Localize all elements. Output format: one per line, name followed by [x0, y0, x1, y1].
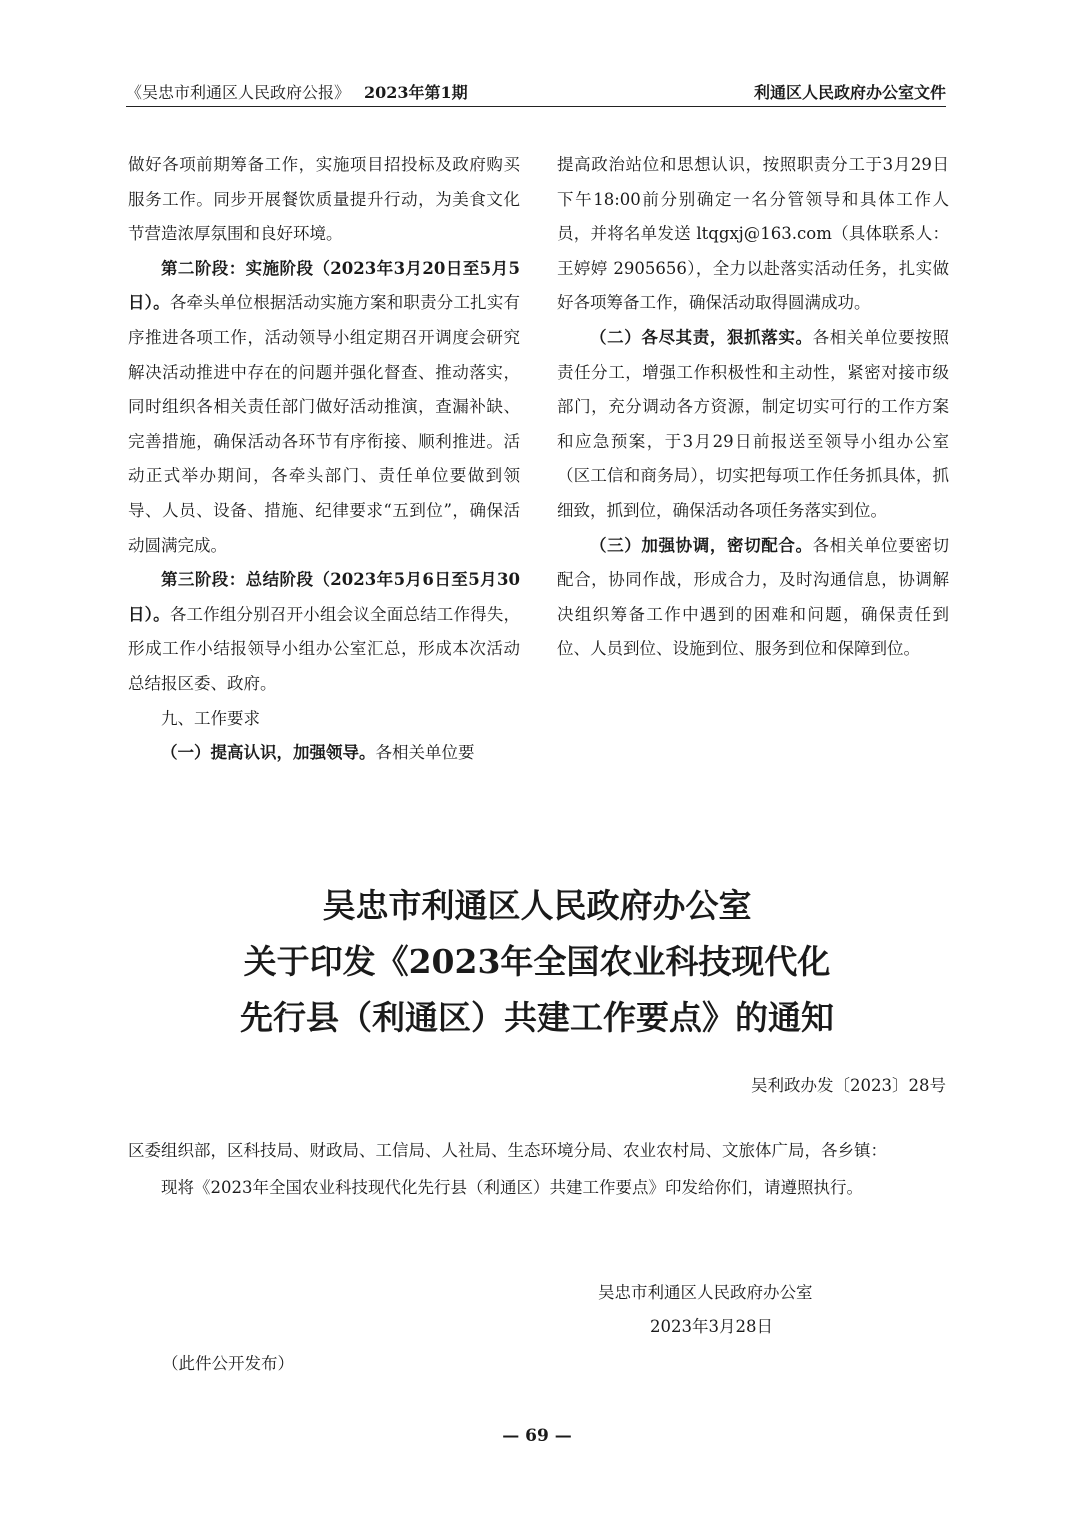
- requirement-two-heading: （二）各尽其责，狠抓落实。: [590, 327, 813, 347]
- header-journal: 《吴忠市利通区人民政府公报》 2023年第1期: [126, 83, 468, 102]
- stage-two-heading: 第二阶段：实施阶段（2023年3月20日至5月5日）。: [128, 258, 520, 313]
- recipients: 区委组织部，区科技局、财政局、工信局、人社局、生态环境分局、农业农村局、文旅体广局，各乡镇：: [128, 1141, 887, 1160]
- left-column: [128, 148, 520, 771]
- stage-three-heading: 第三阶段：总结阶段（2023年5月6日至5月30日）。: [128, 570, 520, 624]
- header-issue: 2023年第1期: [364, 83, 468, 102]
- right-column: [557, 148, 949, 667]
- paragraph: 提高政治站位和思想认识，按照职责分工于3月29日下午18:00前分别确定一名分管领导和具体工作人员，并将名单发送 ltqgxj@163.com（具体联系人：王婷婷 2905656），全力以赴落实活动任务，扎实做好各项筹备工作，确保活动取得圆满成功。: [557, 155, 949, 313]
- sign-date: 2023年3月28日: [650, 1317, 773, 1336]
- signer: 吴忠市利通区人民政府办公室: [598, 1283, 813, 1302]
- title-line: 先行县（利通区）共建工作要点》的通知: [240, 998, 834, 1037]
- paragraph: 第二阶段：实施阶段（2023年3月20日至5月5日）。各牵头单位根据活动实施方案和职责分工扎实有序推进各项工作，活动领导小组定期召开调度会研究解决活动推进中存在的问题并强化督查、推动落实，同时组织各相关责任部门做好活动推演，查漏补缺、完善措施，确保活动各环节有序衔接、顺利推进。活动正式举办期间，各牵头部门、责任单位要做到领导、人员、设备、措施、纪律要求“五到位”，确保活动圆满完成。: [128, 258, 521, 555]
- requirement-three-heading: （三）加强协调，密切配合。: [590, 535, 813, 555]
- notice-body: [128, 1134, 946, 1204]
- notice-text: 现将《2023年全国农业科技现代化先行县（利通区）共建工作要点》印发给你们，请遵照执行。: [161, 1178, 863, 1197]
- header-section: 利通区人民政府办公室文件: [753, 83, 946, 102]
- paragraph: （一）提高认识，加强领导。各相关单位要: [161, 743, 475, 763]
- publication-note: （此件公开发布）: [162, 1354, 294, 1373]
- paragraph: （二）各尽其责，狠抓落实。各相关单位要按照责任分工，增强工作积极性和主动性，紧密对接市级部门，充分调动各方资源，制定切实可行的工作方案和应急预案，于3月29日前报送至领导小组办公室（区工信和商务局），切实把每项工作任务抓具体，抓细致，抓到位，确保活动各项任务落实到位。: [557, 327, 949, 520]
- page-number: — 69 —: [502, 1426, 572, 1446]
- requirement-one-heading: （一）提高认识，加强领导。: [161, 743, 376, 763]
- signature-block: [598, 1276, 813, 1344]
- section-heading: 九、工作要求: [161, 708, 260, 728]
- title-line: 吴忠市利通区人民政府办公室: [322, 886, 752, 925]
- paragraph: （三）加强协调，密切配合。各相关单位要密切配合，协同作战，形成合力，及时沟通信息，协调解决组织筹备工作中遇到的困难和问题，确保责任到位、人员到位、设施到位、服务到位和保障到位。: [557, 535, 949, 659]
- title-line: 关于印发《2023年全国农业科技现代化: [243, 942, 831, 981]
- paragraph: 第三阶段：总结阶段（2023年5月6日至5月30日）。各工作组分别召开小组会议全面总结工作得失，形成工作小结报领导小组办公室汇总，形成本次活动总结报区委、政府。: [128, 570, 521, 693]
- notice-title: [0, 878, 1074, 1046]
- document-number: 吴利政办发〔2023〕28号: [751, 1076, 946, 1095]
- paragraph: 做好各项前期筹备工作，实施项目招投标及政府购买服务工作。同步开展餐饮质量提升行动，为美食文化节营造浓厚氛围和良好环境。: [128, 155, 520, 244]
- page-header: [126, 78, 946, 107]
